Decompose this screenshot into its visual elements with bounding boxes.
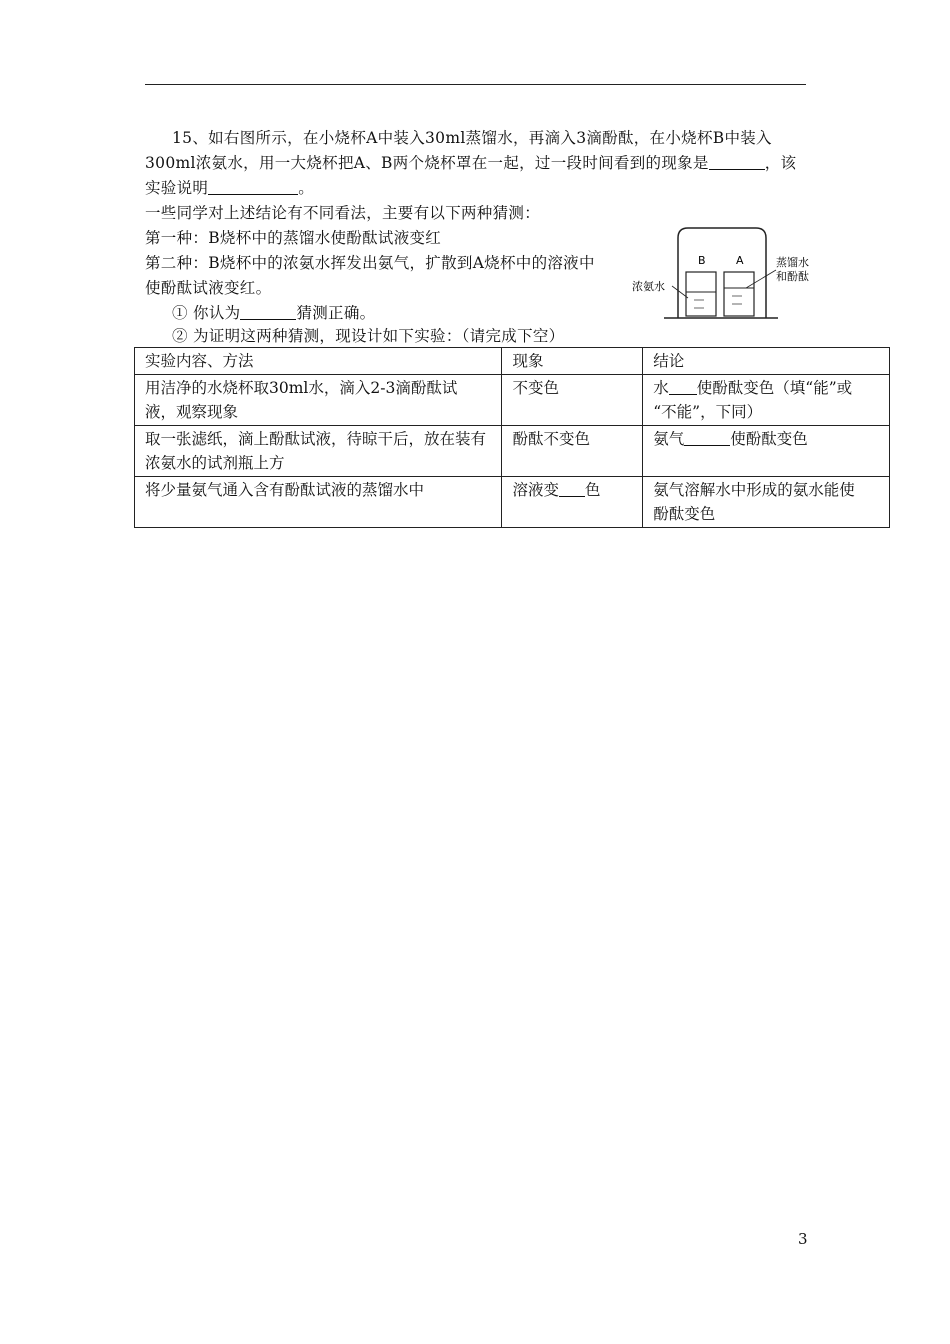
header-conclusion: 结论	[643, 348, 890, 375]
guess-one: 第一种：B烧杯中的蒸馏水使酚酞试液变红	[145, 229, 442, 247]
table-row	[135, 426, 890, 477]
label-water-1: 蒸馏水	[776, 256, 809, 269]
page-number: 3	[798, 1230, 808, 1248]
row2-conclusion: 氨气 使酚酞变色	[643, 426, 890, 477]
question-prompt-2: ② 为证明这两种猜测，现设计如下实验：（请完成下空）	[172, 327, 565, 345]
table-header-row	[135, 348, 890, 375]
table-row	[135, 375, 890, 426]
header-method: 实验内容、方法	[135, 348, 502, 375]
question-prompt-1: ① 你认为 猜测正确。	[172, 304, 376, 322]
answer-blank-phenomenon[interactable]	[709, 153, 765, 170]
label-a: A	[736, 254, 744, 267]
answer-blank-color[interactable]	[559, 480, 585, 497]
experiment-table	[134, 347, 890, 528]
row1-conclusion: 水 使酚酞变色（填“能”或 “不能”，下同）	[643, 375, 890, 426]
row1-method: 用洁净的水烧杯取30ml水，滴入2-3滴酚酞试 液，观察现象	[135, 375, 502, 426]
pointer-water	[746, 270, 776, 288]
answer-blank-guess[interactable]	[240, 303, 296, 320]
large-beaker-outline	[678, 228, 766, 318]
label-b: B	[698, 254, 706, 267]
answer-blank-explanation[interactable]	[208, 178, 298, 195]
header-phenomenon: 现象	[502, 348, 643, 375]
answer-blank-ammonia[interactable]	[684, 429, 730, 446]
row1-phenomenon: 不变色	[502, 375, 643, 426]
table-row	[135, 477, 890, 528]
row3-phenomenon: 溶液变 色	[502, 477, 643, 528]
question-line-2: 300ml浓氨水，用一大烧杯把A、B两个烧杯罩在一起，过一段时间看到的现象是 ，该	[145, 154, 797, 172]
beaker-a	[724, 272, 754, 316]
beaker-b	[686, 272, 716, 316]
row3-conclusion: 氨气溶解水中形成的氨水能使 酚酞变色	[643, 477, 890, 528]
label-ammonia: 浓氨水	[632, 280, 665, 293]
question-line-1: 15、如右图所示，在小烧杯A中装入30ml蒸馏水，再滴入3滴酚酞，在小烧杯B中装入	[172, 129, 772, 147]
beaker-diagram	[628, 222, 818, 326]
label-water-2: 和酚酞	[776, 270, 809, 283]
question-line-4: 一些同学对上述结论有不同看法，主要有以下两种猜测：	[145, 204, 541, 222]
question-line-3: 实验说明 。	[145, 179, 315, 197]
row2-phenomenon: 酚酞不变色	[502, 426, 643, 477]
header-rule	[145, 84, 806, 85]
guess-two-cont: 使酚酞试液变红。	[145, 279, 272, 297]
row2-method: 取一张滤纸，滴上酚酞试液，待晾干后，放在装有 浓氨水的试剂瓶上方	[135, 426, 502, 477]
answer-blank-water[interactable]	[669, 378, 697, 395]
row3-method: 将少量氨气通入含有酚酞试液的蒸馏水中	[135, 477, 502, 528]
guess-two: 第二种：B烧杯中的浓氨水挥发出氨气，扩散到A烧杯中的溶液中	[145, 254, 595, 272]
